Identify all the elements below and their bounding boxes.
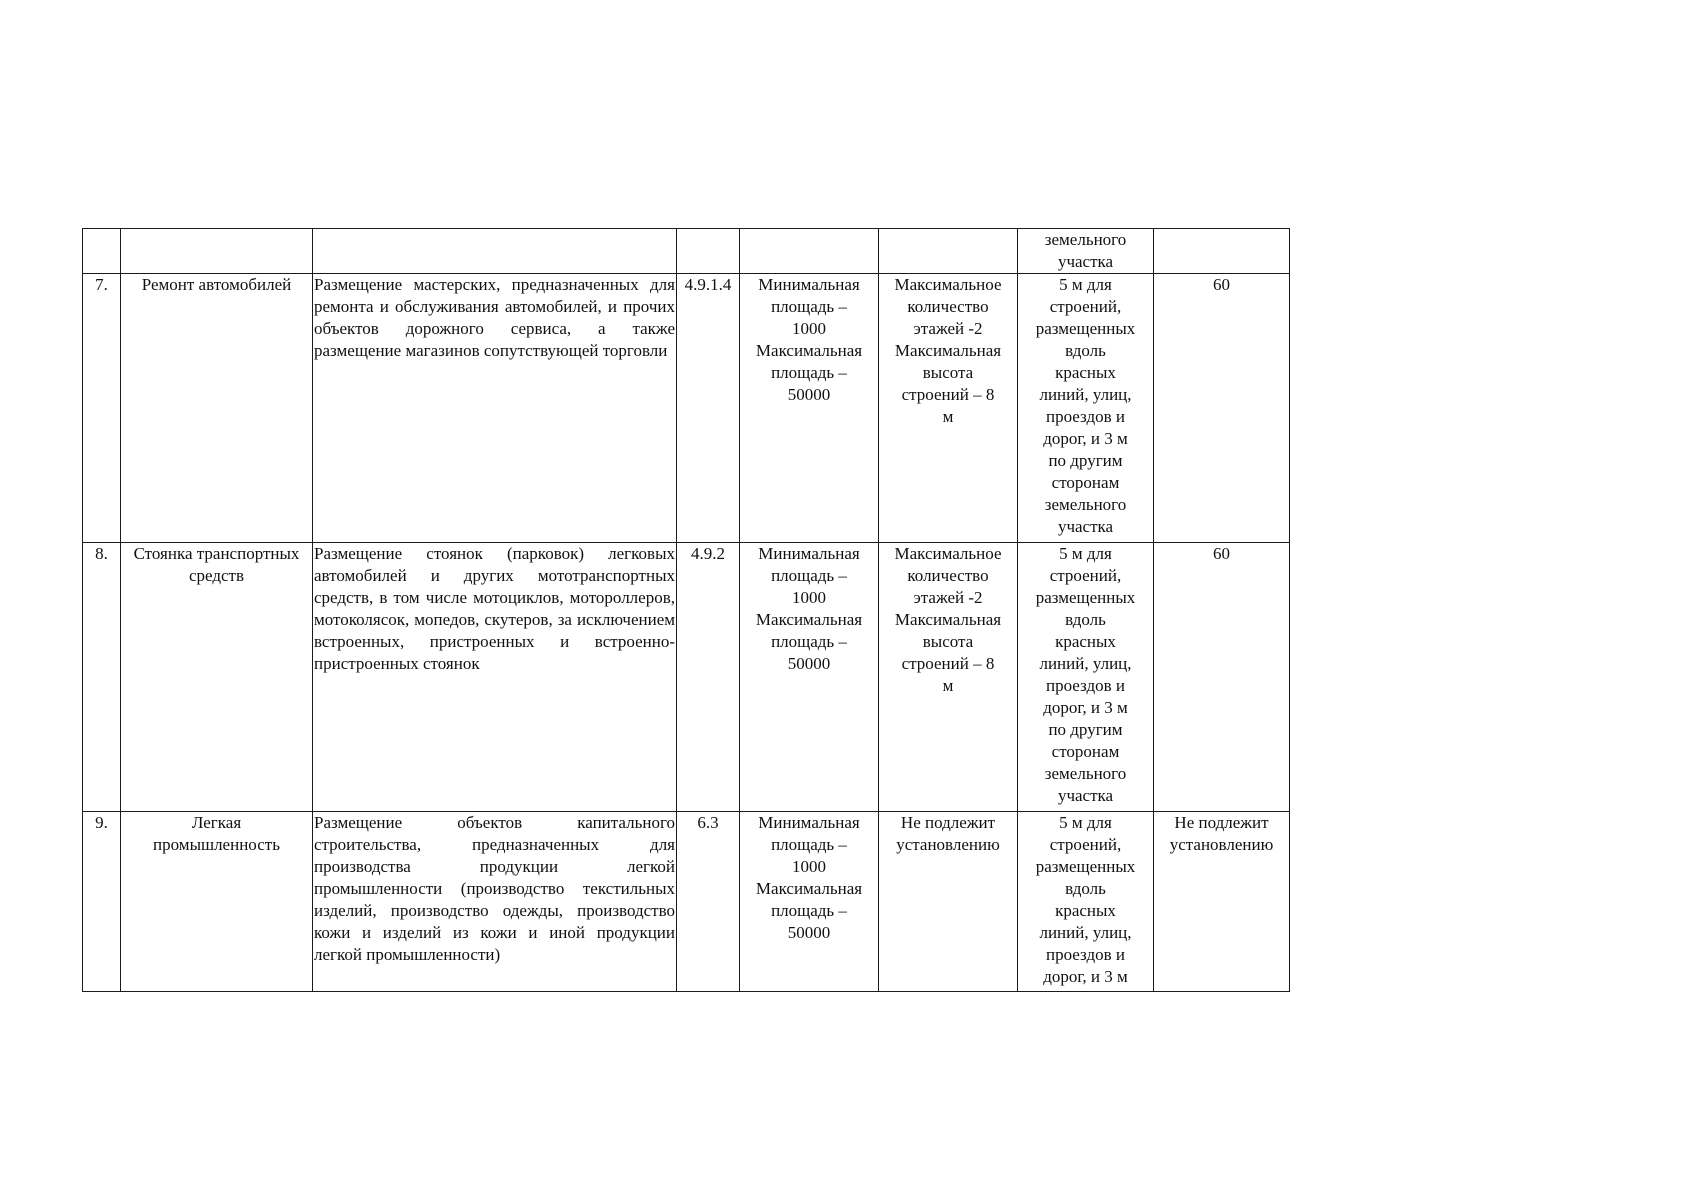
use-code: 4.9.1.4 <box>684 275 732 294</box>
table-row <box>83 543 1290 812</box>
floor-limits: Не подлежит установлению <box>896 813 1000 854</box>
cell-setback <box>1018 812 1154 992</box>
cell-name-empty <box>121 229 313 274</box>
cell-area <box>740 812 879 992</box>
cell-description <box>313 274 677 543</box>
cell-name <box>121 543 313 812</box>
cell-code-empty <box>677 229 740 274</box>
cell-description <box>313 543 677 812</box>
use-code: 4.9.2 <box>691 544 725 563</box>
cell-coverage <box>1154 543 1290 812</box>
cell-area <box>740 543 879 812</box>
row-number: 9. <box>95 813 108 832</box>
cell-description <box>313 812 677 992</box>
use-code: 6.3 <box>697 813 719 832</box>
setback-text: 5 м для строений, размещенных вдоль красных линий, улиц, проездов и дорог, и 3 м <box>1035 813 1136 986</box>
cell-name <box>121 274 313 543</box>
cell-floors <box>879 274 1018 543</box>
cell-setback <box>1018 543 1154 812</box>
table-row <box>83 274 1290 543</box>
cell-description-empty <box>313 229 677 274</box>
use-description: Размещение мастерских, предназначенных для ремонта и обслуживания автомобилей, и прочих объектов дорожного сервиса, а также размещение магазинов сопутствующей торговли <box>314 275 675 360</box>
row-number: 7. <box>95 275 108 294</box>
area-limits: Минимальная площадь – 1000 Максимальная площадь – 50000 <box>755 813 863 942</box>
coverage-percent: 60 <box>1213 544 1230 563</box>
cell-area <box>740 274 879 543</box>
area-limits: Минимальная площадь – 1000 Максимальная площадь – 50000 <box>755 275 863 404</box>
cell-num <box>83 812 121 992</box>
row-number: 8. <box>95 544 108 563</box>
cell-name <box>121 812 313 992</box>
cell-coverage <box>1154 812 1290 992</box>
use-description: Размещение стоянок (парковок) легковых автомобилей и других мототранспортных средств, в том числе мотоциклов, мотороллеров, мотоколясок, мопедов, скутеров, за исключением встроенных, пристроенных и встроенно-пристроенных стоянок <box>314 544 675 673</box>
cell-coverage <box>1154 274 1290 543</box>
cell-floors-empty <box>879 229 1018 274</box>
cell-code <box>677 812 740 992</box>
use-name: Стоянка транспортных средств <box>133 544 300 585</box>
cell-num-empty <box>83 229 121 274</box>
land-use-table <box>82 228 1290 992</box>
coverage-percent: 60 <box>1213 275 1230 294</box>
cell-code <box>677 274 740 543</box>
cell-setback-continuation <box>1018 229 1154 274</box>
cell-num <box>83 543 121 812</box>
area-limits: Минимальная площадь – 1000 Максимальная площадь – 50000 <box>755 544 863 673</box>
floor-limits: Максимальное количество этажей -2 Максимальная высота строений – 8 м <box>894 275 1002 426</box>
coverage-percent: Не подлежит установлению <box>1169 813 1274 854</box>
cell-area-empty <box>740 229 879 274</box>
cell-floors <box>879 543 1018 812</box>
cell-coverage-empty <box>1154 229 1290 274</box>
cell-floors <box>879 812 1018 992</box>
use-description: Размещение объектов капитального строительства, предназначенных для производства продукции легкой промышленности (производство текстильных изделий, производство одежды, производство кожи и изделий из кожи и иной продукции легкой промышленности) <box>314 813 675 964</box>
use-name: Легкая промышленность <box>153 813 280 854</box>
table-row-continuation <box>83 229 1290 274</box>
floor-limits: Максимальное количество этажей -2 Максимальная высота строений – 8 м <box>894 544 1002 695</box>
setback-text: 5 м для строений, размещенных вдоль красных линий, улиц, проездов и дорог, и 3 м по другим сторонам земельного участка <box>1035 275 1136 536</box>
cell-num <box>83 274 121 543</box>
setback-text: 5 м для строений, размещенных вдоль красных линий, улиц, проездов и дорог, и 3 м по другим сторонам земельного участка <box>1035 544 1136 805</box>
cell-setback <box>1018 274 1154 543</box>
cell-code <box>677 543 740 812</box>
table-row <box>83 812 1290 992</box>
setback-text: земельного участка <box>1044 230 1127 271</box>
use-name: Ремонт автомобилей <box>141 275 292 294</box>
